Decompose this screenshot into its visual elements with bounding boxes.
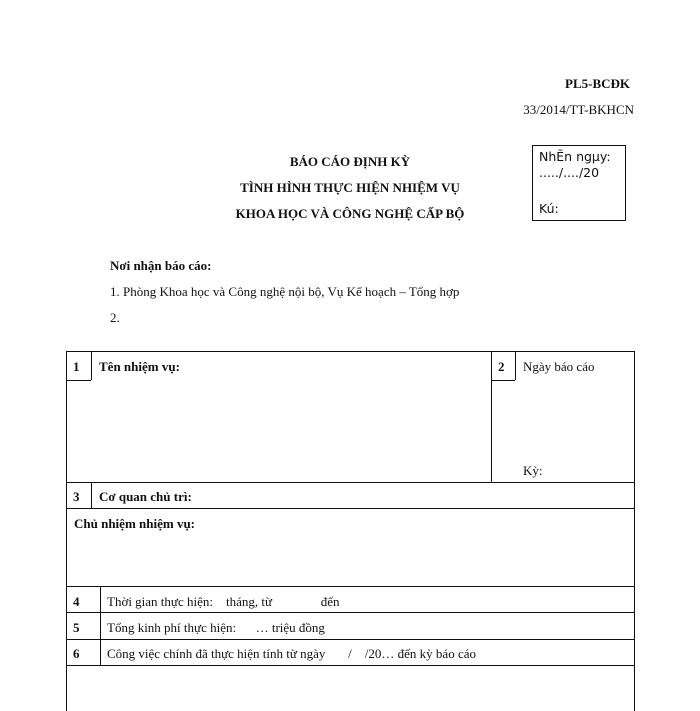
row6-number: 6 — [73, 646, 80, 661]
report-date-label: Ngày báo cáo — [523, 359, 595, 374]
row1-number: 1 — [73, 359, 80, 374]
signature-label: Kú: — [539, 201, 559, 216]
task-name-label: Tên nhiệm vụ: — [99, 359, 180, 374]
total-budget: Tổng kinh phí thực hiện: … triệu đồng — [107, 620, 325, 635]
receipt-stamp-box — [532, 145, 626, 221]
main-work-done: Công việc chính đã thực hiện tính từ ngày / /20… đến kỳ báo cáo — [107, 646, 476, 661]
received-date-value: ...../..../20 — [539, 165, 600, 180]
recipient-item-1: 1. Phòng Khoa học và Công nghệ nội bộ, Vụ Kế hoạch – Tổng hợp — [110, 284, 460, 299]
host-agency-label: Cơ quan chủ trì: — [99, 489, 192, 504]
report-period-label: Kỳ: — [523, 463, 543, 478]
circular-reference: 33/2014/TT-BKHCN — [523, 102, 634, 117]
report-table — [66, 351, 635, 711]
recipient-item-2: 2. — [110, 310, 120, 325]
recipients-label: Nơi nhận báo cáo: — [110, 258, 212, 273]
report-title-line1: BÁO CÁO ĐỊNH KỲ — [289, 154, 411, 169]
report-title-line2: TÌNH HÌNH THỰC HIỆN NHIỆM VỤ — [240, 180, 460, 195]
row4-number: 4 — [73, 594, 80, 609]
row2-number: 2 — [498, 359, 505, 374]
received-date-label: NhẼn ngµy: — [539, 149, 611, 164]
row5-number: 5 — [73, 620, 80, 635]
task-leader-label: Chủ nhiệm nhiệm vụ: — [74, 516, 195, 531]
report-title-line3: KHOA HỌC VÀ CÔNG NGHỆ CẤP BỘ — [235, 206, 465, 221]
row3-number: 3 — [73, 489, 80, 504]
implementation-period: Thời gian thực hiện: tháng, từ đến — [107, 594, 340, 609]
form-code: PL5-BCĐK — [565, 76, 630, 91]
